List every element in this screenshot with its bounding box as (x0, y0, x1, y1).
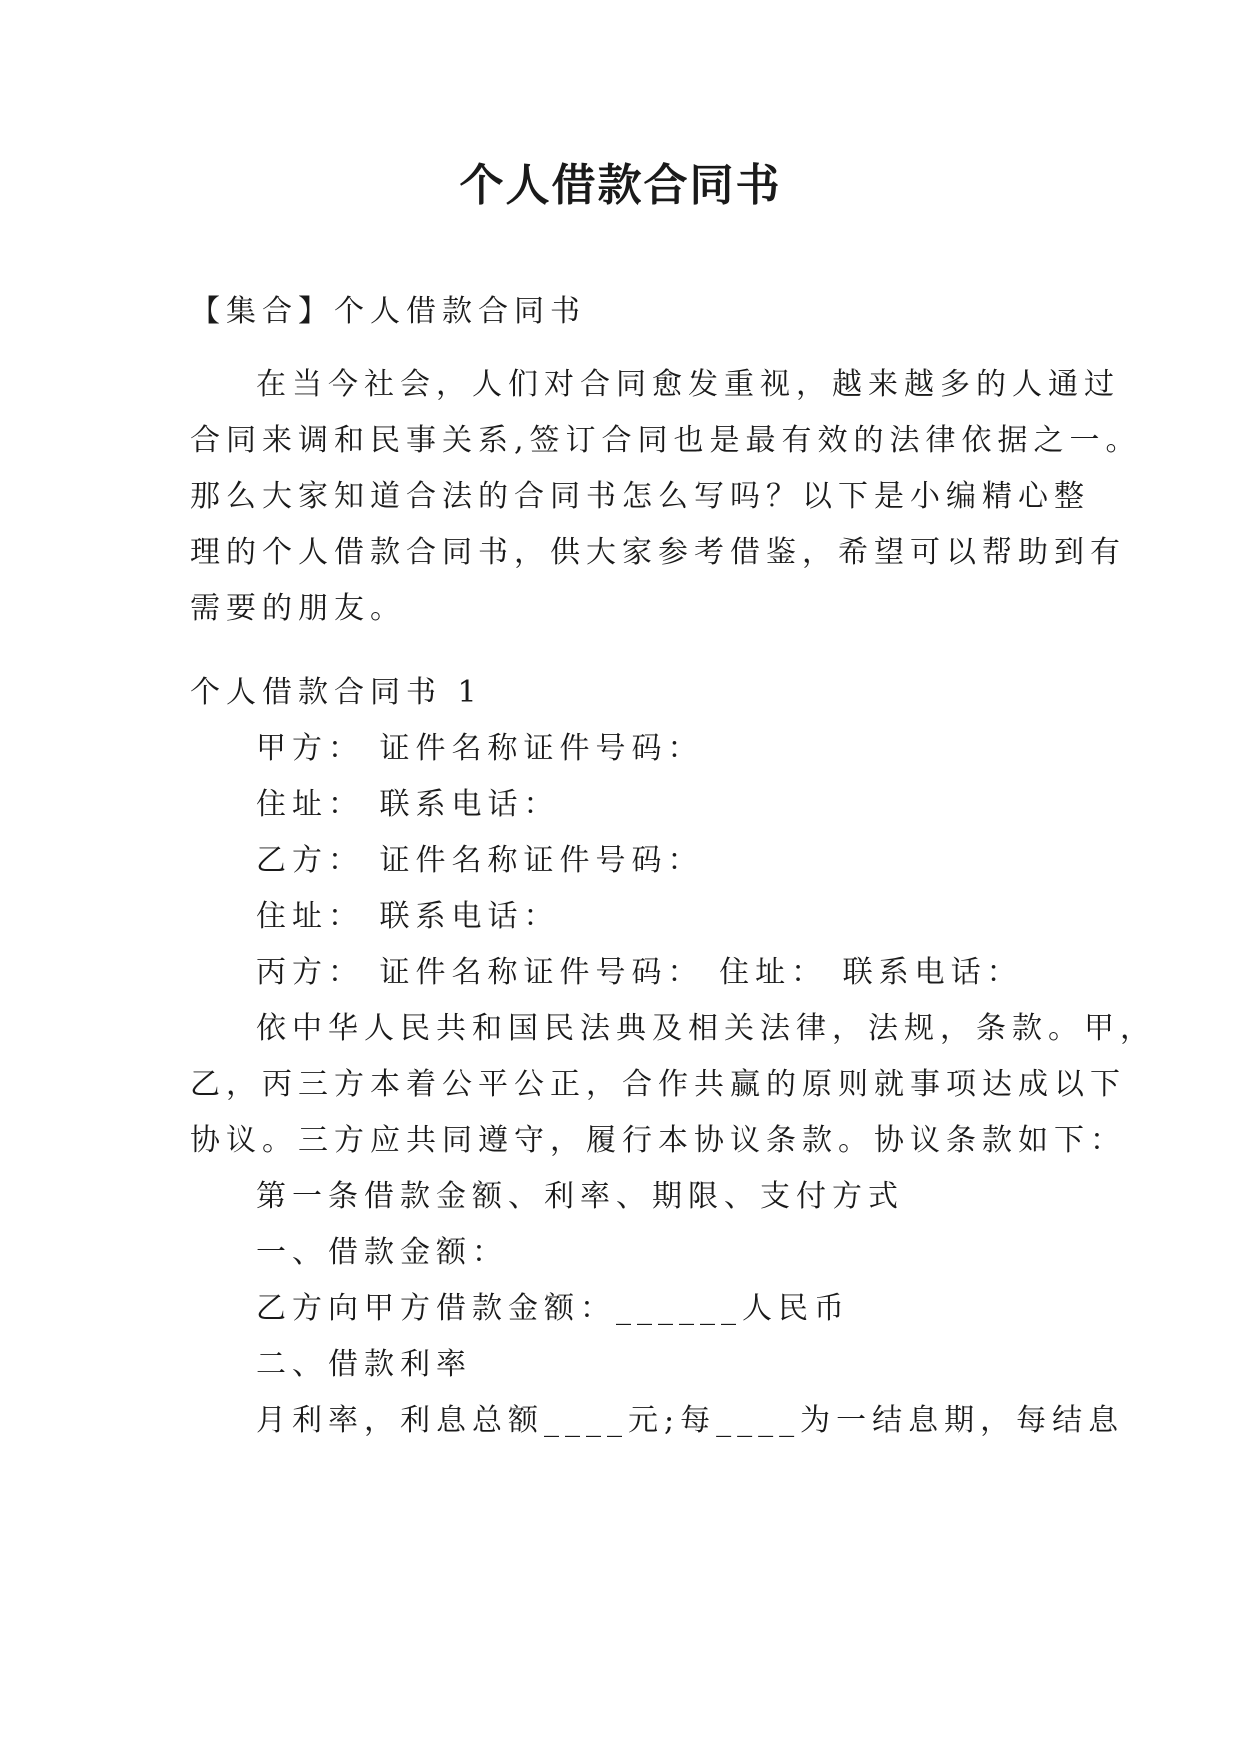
intro-line: 那么大家知道合法的合同书怎么写吗？以下是小编精心整 (190, 479, 1090, 514)
clause-line: 第一条借款金额、利率、期限、支付方式 (256, 1179, 904, 1214)
section-heading: 个人借款合同书 1 (190, 675, 483, 710)
document-title: 个人借款合同书 (459, 160, 782, 211)
clause-line: 一、借款金额： (256, 1235, 508, 1270)
basis-line: 协议。三方应共同遵守，履行本协议条款。协议条款如下： (190, 1123, 1126, 1158)
intro-line: 合同来调和民事关系,签订合同也是最有效的法律依据之一。 (190, 423, 1142, 458)
intro-line: 需要的朋友。 (190, 591, 406, 626)
party-line: 住址： 联系电话： (256, 899, 560, 934)
clause-line: 乙方向甲方借款金额：______人民币 (256, 1291, 850, 1326)
party-line: 乙方： 证件名称证件号码： (256, 843, 704, 878)
clause-line: 二、借款利率 (256, 1347, 472, 1382)
party-line: 丙方： 证件名称证件号码： 住址： 联系电话： (256, 955, 1023, 990)
clause-line: 月利率，利息总额____元;每____为一结息期，每结息 (256, 1403, 1125, 1438)
intro-line: 理的个人借款合同书，供大家参考借鉴，希望可以帮助到有 (190, 535, 1126, 570)
basis-line: 依中华人民共和国民法典及相关法律，法规，条款。甲， (256, 1011, 1156, 1046)
document-subtitle: 【集合】个人借款合同书 (190, 294, 586, 329)
party-line: 甲方： 证件名称证件号码： (256, 731, 704, 766)
basis-line: 乙，丙三方本着公平公正，合作共赢的原则就事项达成以下 (190, 1067, 1126, 1102)
party-line: 住址： 联系电话： (256, 787, 560, 822)
intro-line: 在当今社会，人们对合同愈发重视，越来越多的人通过 (256, 367, 1120, 402)
